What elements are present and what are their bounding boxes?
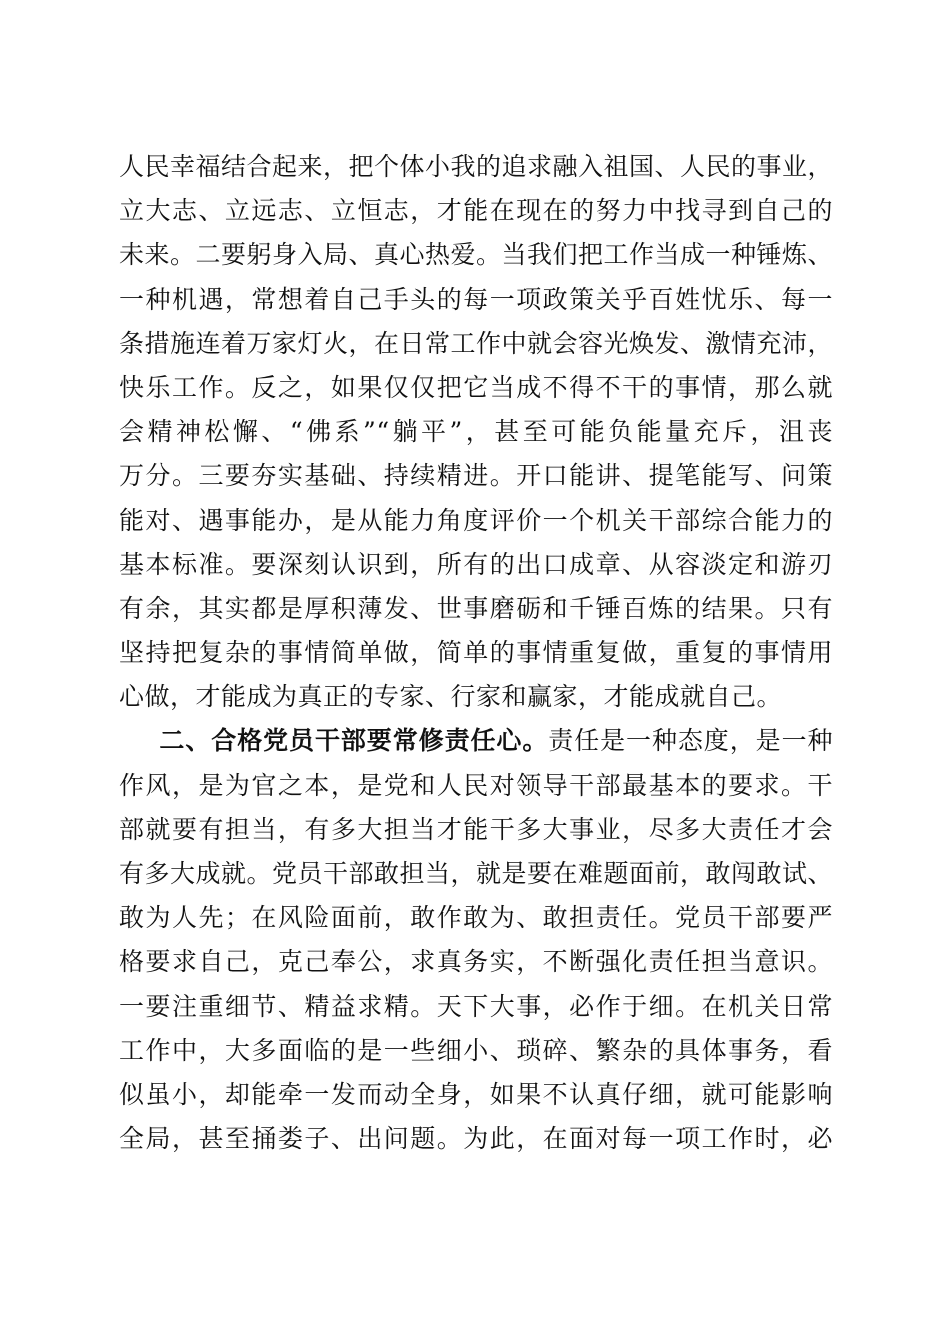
text-line: 未来。二要躬身入局、真心热爱。当我们把工作当成一种锤炼、 — [119, 240, 833, 270]
text-line: 条措施连着万家灯火，在日常工作中就会容光焕发、激情充沛， — [119, 328, 833, 358]
text-line: 基本标准。要深刻认识到，所有的出口成章、从容淡定和游刃 — [119, 549, 833, 579]
text-line: 能对、遇事能办，是从能力角度评价一个机关干部综合能力的 — [119, 505, 833, 535]
paragraph-first-line — [119, 719, 833, 763]
text-line: 会精神松懈、“佛系”“躺平”，甚至可能负能量充斥，沮丧 — [119, 417, 833, 447]
text-line: 一种机遇，常想着自己手头的每一项政策关乎百姓忧乐、每一 — [119, 284, 833, 314]
text-line: 人民幸福结合起来，把个体小我的追求融入祖国、人民的事业， — [119, 152, 833, 181]
text-line: 万分。三要夯实基础、持续精进。开口能讲、提笔能写、问策 — [119, 461, 833, 491]
text-line: 工作中，大多面临的是一些细小、琐碎、繁杂的具体事务，看 — [119, 1035, 833, 1065]
text-line: 似虽小，却能牵一发而动全身，如果不认真仔细，就可能影响 — [119, 1079, 833, 1109]
text-line: 快乐工作。反之，如果仅仅把它当成不得不干的事情，那么就 — [119, 372, 833, 402]
text-line: 有余，其实都是厚积薄发、世事磨砺和千锤百炼的结果。只有 — [119, 593, 833, 623]
text-line: 格要求自己，克己奉公，求真务实，不断强化责任担当意识。 — [119, 947, 833, 977]
text-line: 心做，才能成为真正的专家、行家和赢家，才能成就自己。 — [119, 682, 783, 712]
text-line: 全局，甚至捅娄子、出问题。为此，在面对每一项工作时，必 — [119, 1124, 833, 1154]
section-heading: 二、合格党员干部要常修责任心。 — [159, 726, 549, 756]
body-text — [119, 145, 833, 1161]
text-line: 有多大成就。党员干部敢担当，就是要在难题面前，敢闯敢试、 — [119, 859, 833, 888]
text-line: 立大志、立远志、立恒志，才能在现在的努力中找寻到自己的 — [119, 196, 833, 226]
text-line: 敢为人先；在风险面前，敢作敢为、敢担责任。党员干部要严 — [119, 903, 833, 933]
text-run: 责任是一种态度，是一种 — [548, 726, 833, 756]
text-line: 一要注重细节、精益求精。天下大事，必作于细。在机关日常 — [119, 991, 833, 1021]
text-line: 作风，是为官之本，是党和人民对领导干部最基本的要求。干 — [119, 770, 833, 800]
text-line: 坚持把复杂的事情简单做，简单的事情重复做，重复的事情用 — [119, 638, 833, 668]
text-line: 部就要有担当，有多大担当才能干多大事业，尽多大责任才会 — [119, 814, 833, 844]
